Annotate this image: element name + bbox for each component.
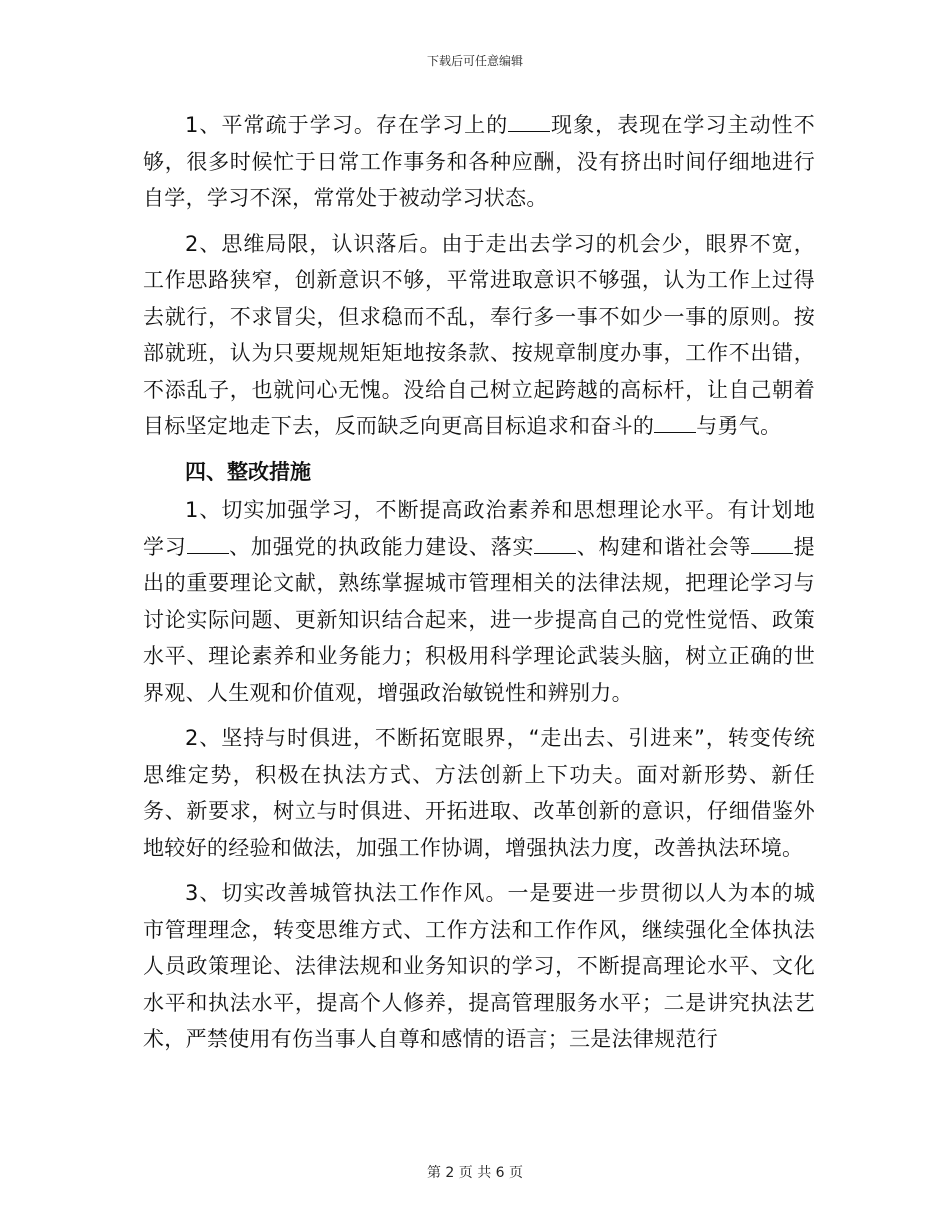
paragraph-text: 与勇气。 (696, 414, 782, 438)
paragraph-text: 2、思维局限，认识落后。由于走出去学习的机会少，眼界不宽，工作思路狭窄，创新意识不够，平常进取意识不够强，认为工作上过得去就行，不求冒尖，但求稳而不乱，奉行多一事不如少一事的原则。按部就班，认为只要规规矩矩地按条款、按规章制度办事，工作不出错，不添乱子，也就问心无愧。没给自己树立起跨越的高标杆，让自己朝着目标坚定地走下去，反而缺乏向更高目标追求和奋斗的 (143, 231, 815, 438)
fill-blank (508, 111, 550, 132)
page-header: 下载后可任意编辑 (426, 54, 523, 68)
fill-blank (187, 533, 229, 554)
fill-blank (751, 533, 793, 554)
page-footer: 第 2 页 共 6 页 (426, 1165, 524, 1181)
paragraph-measure-3: 3、切实改善城管执法工作作风。一是要进一步贯彻以人为本的城市管理理念，转变思维方式、工作方法和工作作风，继续强化全体执法人员政策理论、法律法规和业务知识的学习，不断提高理论水平、文化水平和执法水平，提高个人修养，提高管理服务水平；二是讲究执法艺术，严禁使用有伤当事人自尊和感情的语言；三是法律规范行 (143, 881, 815, 1051)
fill-blank (654, 412, 696, 433)
paragraph-measure-2: 2、坚持与时俱进，不断拓宽眼界，“走出去、引进来”，转变传统思维定势，积极在执法方式、方法创新上下功夫。面对新形势、新任务、新要求，树立与时俱进、开拓进取、改革创新的意识，仔细借鉴外地较好的经验和做法，加强工作协调，增强执法力度，改善执法环境。 (143, 726, 815, 860)
paragraph-problem-1 (143, 107, 815, 217)
paragraph-measure-1 (143, 492, 815, 711)
paragraph-text: 1、平常疏于学习。存在学习上的 (185, 113, 509, 137)
paragraph-text: 、构建和谐社会等 (576, 534, 752, 559)
paragraph-problem-2 (143, 226, 815, 445)
document-body (143, 107, 815, 1058)
section-heading-rectification: 四、整改措施 (185, 459, 311, 484)
paragraph-text: 现象，表现在学习主动性不够，很多时候忙于日常工作事务和各种应酬，没有挤出时间仔细地进行自学，学习不深，常常处于被动学习状态。 (143, 113, 815, 210)
paragraph-text: 1、切实加强学习，不断提高政治素养和思想理论水平。有计划地学习 (143, 498, 815, 559)
paragraph-text: 、加强党的执政能力建设、落实 (228, 534, 535, 559)
fill-blank (534, 533, 576, 554)
paragraph-text: 提出的重要理论文献，熟练掌握城市管理相关的法律法规，把理论学习与讨论实际问题、更新知识结合起来，进一步提高自己的党性觉悟、政策水平、理论素养和业务能力；积极用科学理论武装头脑，树立正确的世界观、人生观和价值观，增强政治敏锐性和辨别力。 (143, 534, 815, 705)
